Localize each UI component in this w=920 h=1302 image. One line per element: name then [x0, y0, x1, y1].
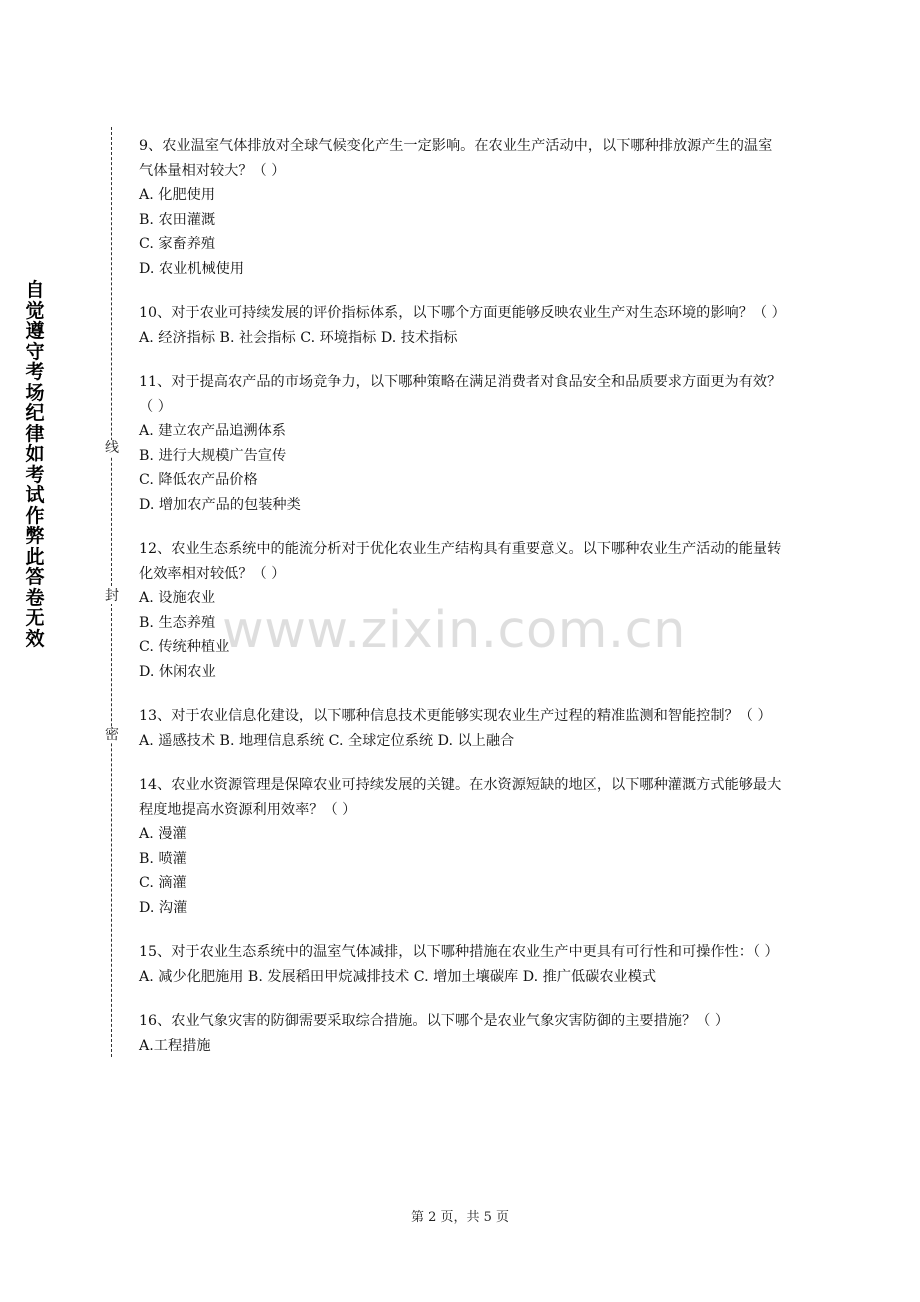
question-stem: 15、对于农业生态系统中的温室气体减排，以下哪种措施在农业生产中更具有可行性和可操作性：（ ）: [139, 944, 779, 960]
seal-mark-secret: 密: [105, 727, 119, 743]
option-a: A. 化肥使用: [139, 187, 216, 203]
question-stem: 13、对于农业信息化建设，以下哪种信息技术更能够实现农业生产过程的精准监测和智能控制？（ ）: [139, 708, 772, 724]
question-stem: 12、农业生态系统中的能流分析对于优化农业生产结构具有重要意义。以下哪种农业生产活动的能量转化效率相对较低？（ ）: [139, 541, 782, 582]
option-a: A. 建立农产品追溯体系: [139, 423, 286, 439]
question-11: [139, 370, 784, 517]
option-c: C. 降低农产品价格: [139, 472, 258, 488]
question-list: [139, 134, 784, 1078]
seal-mark-line: 线: [105, 440, 119, 456]
option-c: C. 滴灌: [139, 875, 187, 891]
question-13: [139, 704, 784, 753]
option-b: B. 农田灌溉: [139, 211, 216, 228]
option-a: A. 漫灌: [139, 826, 187, 842]
option-c: C. 家畜养殖: [139, 236, 216, 252]
question-9: [139, 134, 784, 281]
question-stem: 14、农业水资源管理是保障农业可持续发展的关键。在水资源短缺的地区，以下哪种灌溉方式能够最大程度地提高水资源利用效率？（ ）: [139, 777, 782, 818]
page-footer: 第 2 页，共 5 页: [410, 1210, 510, 1225]
options-inline: A. 遥感技术 B. 地理信息系统 C. 全球定位系统 D. 以上融合: [139, 732, 515, 749]
exam-discipline-notice: 自觉遵守考场纪律如考试作弊此答卷无效: [25, 279, 45, 650]
option-b: B. 进行大规模广告宣传: [139, 447, 287, 464]
option-b: B. 生态养殖: [139, 614, 216, 631]
seal-mark-seal: 封: [105, 588, 119, 604]
option-d: D. 休闲农业: [139, 663, 216, 680]
watermark: www.zixin.com.cn: [222, 601, 686, 660]
option-d: D. 沟灌: [139, 899, 188, 916]
question-stem: 9、农业温室气体排放对全球气候变化产生一定影响。在农业生产活动中，以下哪种排放源产生的温室气体量相对较大？（ ）: [139, 138, 773, 179]
option-d: D. 增加农产品的包装种类: [139, 496, 301, 513]
option-a: A. 设施农业: [139, 590, 216, 606]
option-a: A.工程措施: [139, 1037, 211, 1054]
question-stem: 16、农业气象灾害的防御需要采取综合措施。以下哪个是农业气象灾害防御的主要措施？（ ）: [139, 1013, 730, 1029]
question-12: [139, 537, 784, 684]
question-stem: 10、对于农业可持续发展的评价指标体系，以下哪个方面更能够反映农业生产对生态环境的影响？（ ）: [139, 305, 786, 321]
option-d: D. 农业机械使用: [139, 260, 245, 277]
options-inline: A. 减少化肥施用 B. 发展稻田甲烷减排技术 C. 增加土壤碳库 D. 推广低碳农业模式: [139, 968, 657, 985]
question-15: [139, 940, 784, 989]
question-16: [139, 1009, 784, 1058]
option-b: B. 喷灌: [139, 850, 187, 867]
option-c: C. 传统种植业: [139, 639, 230, 655]
question-10: [139, 301, 784, 350]
question-14: [139, 773, 784, 920]
question-stem: 11、对于提高农产品的市场竞争力，以下哪种策略在满足消费者对食品安全和品质要求方面更为有效？（ ）: [139, 374, 782, 415]
options-inline: A. 经济指标 B. 社会指标 C. 环境指标 D. 技术指标: [139, 329, 458, 346]
